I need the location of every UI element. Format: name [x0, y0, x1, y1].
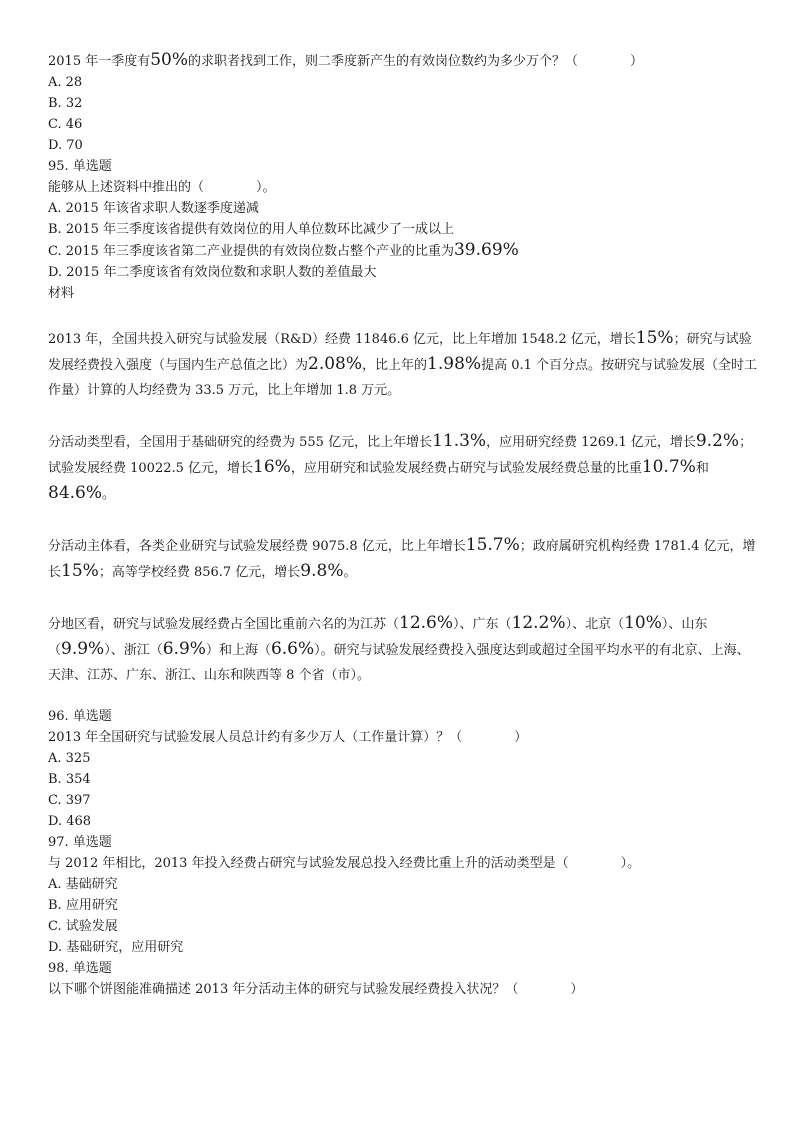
option-c: C. 397	[48, 793, 91, 808]
question-96-stem: 2013 年全国研究与试验发展人员总计约有多少万人（工作量计算）？（ ）	[48, 730, 528, 745]
material-paragraph-3	[48, 533, 760, 585]
question-95-header: 95. 单选题	[48, 159, 112, 174]
text-run: 分活动主体看，各类企业研究与试验发展经费 9075.8 亿元，比上年增长	[48, 539, 466, 554]
percent-value: 9.2%	[695, 431, 740, 451]
text-run: 分活动类型看，全国用于基础研究的经费为 555 亿元，比上年增长	[48, 435, 433, 450]
stem-text: 的求职者找到工作，则二季度新产生的有效岗位数约为多少万个？（ ）	[188, 54, 644, 69]
percent-value: 9.8%	[300, 561, 344, 581]
question-98-header: 98. 单选题	[48, 961, 112, 976]
text-run: ）、浙江（	[104, 643, 163, 658]
option-b: B. 32	[48, 96, 83, 111]
material-paragraph-1	[48, 326, 760, 403]
option-b: B. 354	[48, 772, 91, 787]
text-run: ）。研究与试验发展经费投入强度达到或超过全国平均水平的有北京、上海、天津、江苏、广东、浙江、山东和陕西等 8 个省（市）。	[48, 643, 750, 683]
option-text: C. 2015 年三季度该省第二产业提供的有效岗位数占整个产业的比重为	[48, 244, 454, 259]
text-run: 。	[102, 487, 116, 502]
stem-percent: 50%	[150, 50, 189, 70]
percent-value: 15%	[61, 561, 99, 581]
question-94-stem	[48, 50, 760, 72]
text-run: ，比上年的	[362, 358, 428, 373]
text-run: ）、山东（	[48, 617, 708, 658]
stem-text: 2015 年一季度有	[48, 54, 151, 69]
option-c: C. 46	[48, 117, 83, 132]
percent-value: 9.9%	[61, 639, 105, 659]
text-run: ；研究与试验发展经费投入强度（与国内生产总值之比）为	[48, 332, 752, 373]
percent-value: 16%	[253, 457, 291, 477]
text-run: 2013 年，全国共投入研究与试验发展（R&D）经费 11846.6 亿元，比上年增加 1548.2 亿元，增长	[48, 332, 636, 347]
question-95-stem: 能够从上述资料中推出的（ ）。	[48, 180, 276, 195]
percent-value: 6.6%	[270, 639, 315, 659]
option-d: D. 基础研究，应用研究	[48, 940, 184, 955]
material-paragraph-2	[48, 429, 760, 507]
percent-value: 11.3%	[432, 431, 487, 451]
option-c	[48, 240, 760, 262]
option-a: A. 2015 年该省求职人数逐季度递减	[48, 201, 259, 216]
text-run: 。	[343, 565, 357, 580]
material-label: 材料	[48, 286, 75, 301]
text-run: ）、广东（	[453, 617, 512, 632]
option-b: B. 2015 年三季度该省提供有效岗位的用人单位数环比减少了一成以上	[48, 222, 455, 237]
text-run: ；高等学校经费 856.7 亿元，增长	[98, 565, 301, 580]
percent-value: 15.7%	[465, 535, 520, 555]
percent-value: 1.98%	[427, 354, 482, 374]
option-d: D. 468	[48, 814, 92, 829]
option-b: B. 应用研究	[48, 898, 118, 913]
percent-value: 12.6%	[399, 613, 454, 633]
option-a: A. 基础研究	[48, 877, 118, 892]
text-run: ；政府属研究机构经费 1781.4 亿元，增长	[48, 539, 756, 580]
text-run: ；试验发展经费 10022.5 亿元，增长	[48, 435, 753, 476]
percent-value: 10.7%	[641, 457, 696, 477]
question-97-header: 97. 单选题	[48, 835, 112, 850]
percent-value: 6.9%	[162, 639, 206, 659]
text-run: ，应用研究和试验发展经费占研究与试验发展经费总量的比重	[290, 461, 642, 476]
option-a: A. 28	[48, 75, 83, 90]
option-d: D. 2015 年二季度该省有效岗位数和求职人数的差值最大	[48, 265, 377, 280]
option-d: D. 70	[48, 138, 83, 153]
percent-value: 2.08%	[308, 354, 363, 374]
option-a: A. 325	[48, 751, 91, 766]
document-page	[48, 50, 760, 1000]
percent-value: 84.6%	[48, 483, 103, 503]
text-run: 分地区看，研究与试验发展经费占全国比重前六名的为江苏（	[48, 617, 400, 632]
text-run: ）、北京（	[565, 617, 625, 632]
question-96-header: 96. 单选题	[48, 709, 112, 724]
text-run: ）和上海（	[205, 643, 271, 658]
text-run: 提高 0.1 个百分点。按研究与试验发展（全时工作量）计算的人均经费为 33.5 万元，比上年增加 1.8 万元。	[48, 358, 758, 398]
material-paragraph-4	[48, 611, 760, 688]
percent-value: 10%	[624, 613, 662, 633]
percent-value: 15%	[635, 328, 674, 348]
percent-value: 12.2%	[511, 613, 566, 633]
question-98-stem: 以下哪个饼图能准确描述 2013 年分活动主体的研究与试验发展经费投入状况？（ ）	[48, 982, 584, 997]
text-run: ，应用研究经费 1269.1 亿元，增长	[486, 435, 696, 450]
question-97-stem: 与 2012 年相比，2013 年投入经费占研究与试验发展总投入经费比重上升的活动类型是（ ）。	[48, 856, 641, 871]
option-percent: 39.69%	[453, 240, 519, 260]
option-c: C. 试验发展	[48, 919, 118, 934]
text-run: 和	[695, 461, 709, 476]
